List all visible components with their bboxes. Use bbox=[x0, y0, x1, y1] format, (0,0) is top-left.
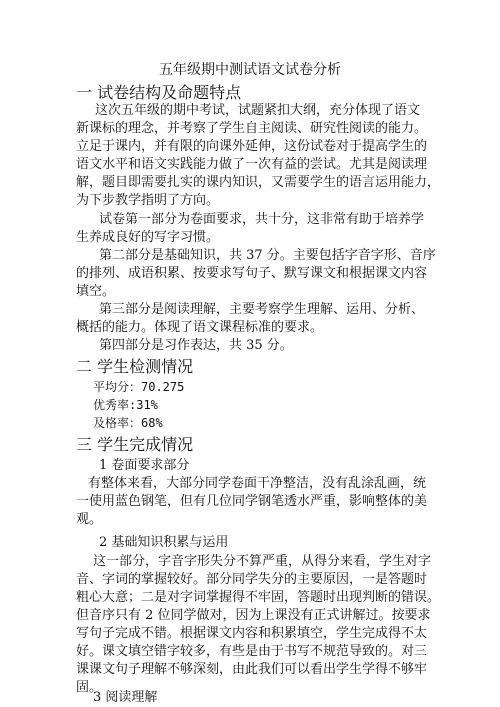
paragraph-line: 有整体来看，大部分同学卷面干净整洁，没有乱涂乱画，统 bbox=[88, 476, 427, 491]
document-title: 五年级期中测试语文试卷分析 bbox=[159, 62, 341, 78]
paragraph-line: 粗心大意；二是对字词掌握得不牢固，答题时出现判断的错误。 bbox=[76, 590, 441, 605]
paragraph-line: 填空。 bbox=[76, 284, 116, 299]
paragraph-line: 第三部分是阅读理解，主要考察学生理解、运用、分析、 bbox=[99, 302, 425, 317]
section-heading-results: 二 学生检测情况 bbox=[76, 357, 194, 376]
pass-rate: 及格率：68% bbox=[93, 416, 163, 430]
paragraph-line: 新课标的理念，并考察了学生自主阅读、研究性阅读的能力。 bbox=[76, 121, 428, 136]
paragraph-line: 课课文句子理解不够深刻，由此我们可以看出学生学得不够牢 bbox=[76, 662, 428, 677]
excellent-rate: 优秀率:31% bbox=[93, 398, 158, 412]
paragraph-line: 为下步教学指明了方向。 bbox=[76, 193, 220, 208]
paragraph-line: 写句子完成不错。根据课文内容和积累填空，学生完成得不太 bbox=[76, 626, 428, 641]
paragraph-line: 生养成良好的写字习惯。 bbox=[76, 230, 220, 245]
paragraph-line: 好。课文填空错字较多，有些是由于书写不规范导致的。对三 bbox=[76, 644, 428, 659]
paragraph-line: 的排列、成语积累、按要求写句子、默写课文和根据课文内容 bbox=[76, 266, 428, 281]
paragraph-line: 但音序只有 2 位同学做对，因为上课没有正式讲解过。按要求 bbox=[76, 608, 431, 623]
paragraph-line: 一使用蓝色钢笔，但有几位同学钢笔透水严重，影响整体的美 bbox=[76, 494, 428, 509]
paragraph-line: 这一部分，字音字形失分不算严重，从得分来看，学生对字 bbox=[93, 554, 432, 569]
paragraph-line: 第四部分是习作表达，共 35 分。 bbox=[99, 338, 293, 353]
paragraph-line: 固。 bbox=[76, 680, 103, 695]
section-heading-structure: 一 试卷结构及命题特点 bbox=[76, 83, 242, 102]
paragraph-line: 试卷第一部分为卷面要求，共十分，这非常有助于培养学 bbox=[99, 212, 425, 227]
paragraph-line: 这次五年级的期中考试，试题紧扣大纲，充分体现了语文 bbox=[95, 103, 421, 118]
paragraph-line: 观。 bbox=[76, 512, 103, 527]
subsection-heading: 2 基础知识积累与运用 bbox=[99, 535, 229, 550]
paragraph-line: 概括的能力。体现了语文课程标准的要求。 bbox=[76, 320, 324, 335]
paragraph-line: 音、字词的掌握较好。部分同学失分的主要原因，一是答题时 bbox=[76, 572, 428, 587]
subsection-heading: 3 阅读理解 bbox=[93, 690, 158, 705]
paragraph-line: 第二部分是基础知识，共 37 分。主要包括字音字形、音序 bbox=[99, 248, 436, 263]
subsection-heading: 1 卷面要求部分 bbox=[99, 458, 190, 473]
paragraph-line: 立足于课内，并有限的向课外延伸，这份试卷对于提高学生的 bbox=[76, 139, 428, 154]
section-heading-completion: 三 学生完成情况 bbox=[76, 435, 194, 454]
paragraph-line: 解，题目即需要扎实的课内知识，又需要学生的语言运用能力， bbox=[76, 175, 441, 190]
average-score: 平均分：70.275 bbox=[93, 380, 185, 394]
paragraph-line: 语文水平和语文实践能力做了一次有益的尝试。尤其是阅读理 bbox=[76, 157, 428, 172]
